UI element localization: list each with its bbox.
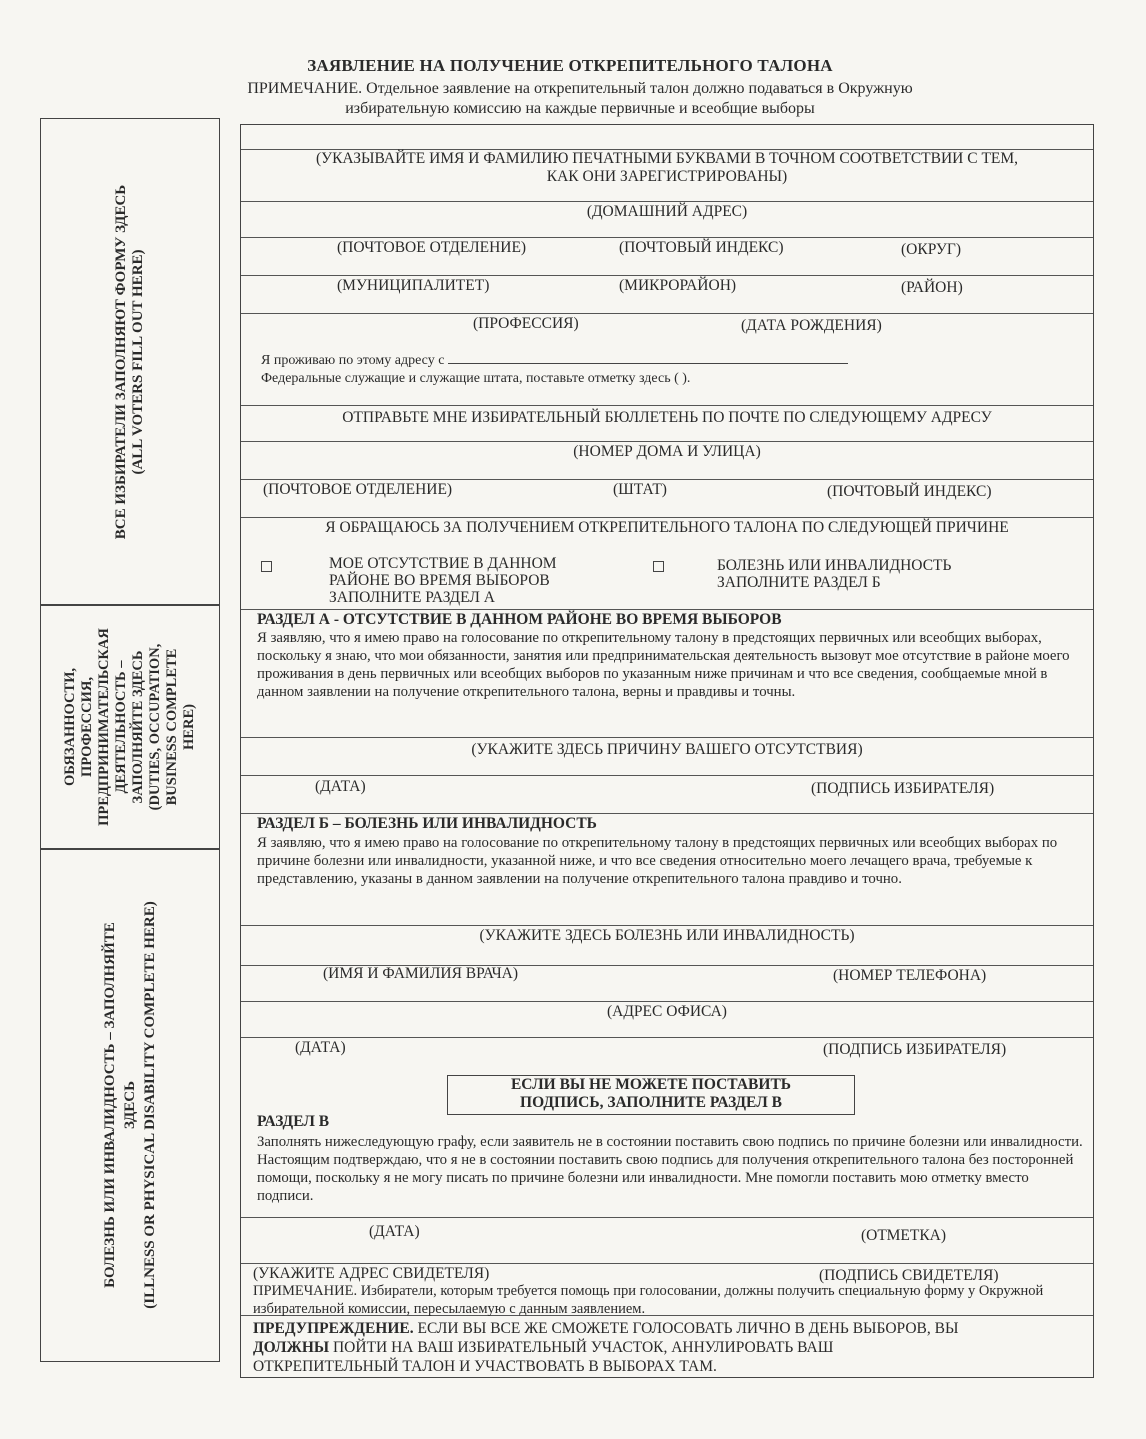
warning-block: ПРЕДУПРЕЖДЕНИЕ. ЕСЛИ ВЫ ВСЕ ЖЕ СМОЖЕТЕ ГОЛОСОВАТЬ ЛИЧНО В ДЕНЬ ВЫБОРОВ, ВЫ ДОЛЖНЫ ПОЙТИ НА ВАШ ИЗБИРАТЕЛЬНЫЙ УЧАСТОК, АННУЛИРОВАТЬ ВАШ ОТКРЕПИТЕЛЬНЫЙ ТАЛОН И УЧАСТВОВАТЬ В ВЫБОРАХ ТАМ. (253, 1320, 959, 1375)
header-note-line1: ПРИМЕЧАНИЕ. Отдельное заявление на открепительный талон должно подаваться в Окружную (247, 80, 913, 97)
final-note: ПРИМЕЧАНИЕ. Избиратели, которым требуется помощь при голосовании, должны получить специальную форму у Окружной избирательной комиссии, пересылаемую с данным заявлением. (253, 1283, 1044, 1317)
sidebar-duties-label: ОБЯЗАННОСТИ, ПРОФЕССИЯ, ПРЕДПРИНИМАТЕЛЬСКАЯ ДЕЯТЕЛЬНОСТЬ – ЗАПОЛНЯЙТЕ ЗДЕСЬ (DUTIES, OCCUPATION, BUSINESS COMPLETE HERE) (62, 628, 197, 826)
absence-option: МОЕ ОТСУТСТВИЕ В ДАННОМ РАЙОНЕ ВО ВРЕМЯ ВЫБОРОВ ЗАПОЛНИТЕ РАЗДЕЛ А (329, 555, 557, 606)
section-b-title: РАЗДЕЛ Б – БОЛЕЗНЬ ИЛИ ИНВАЛИДНОСТЬ (257, 815, 597, 832)
section-c-title: РАЗДЕЛ В (257, 1113, 330, 1130)
profession-label: (ПРОФЕССИЯ) (473, 315, 579, 332)
warning-label: ПРЕДУПРЕЖДЕНИЕ. (253, 1320, 414, 1337)
mail-post-office-label: (ПОЧТОВОЕ ОТДЕЛЕНИЕ) (263, 481, 453, 498)
sidebar-illness (40, 848, 220, 1362)
warning-must: ДОЛЖНЫ (253, 1339, 330, 1356)
witness-address-label: (УКАЖИТЕ АДРЕС СВИДЕТЕЛЯ) (253, 1265, 490, 1282)
absence-checkbox[interactable] (261, 561, 272, 572)
absence-reason-label: (УКАЖИТЕ ЗДЕСЬ ПРИЧИНУ ВАШЕГО ОТСУТСТВИЯ) (471, 741, 863, 758)
office-address-label: (АДРЕС ОФИСА) (607, 1003, 727, 1020)
post-office-label: (ПОЧТОВОЕ ОТДЕЛЕНИЕ) (337, 239, 527, 256)
municipality-label: (МУНИЦИПАЛИТЕТ) (337, 277, 490, 294)
illness-field-label: (УКАЖИТЕ ЗДЕСЬ БОЛЕЗНЬ ИЛИ ИНВАЛИДНОСТЬ) (479, 927, 855, 944)
ward-label: (РАЙОН) (901, 279, 963, 296)
section-b-text: Я заявляю, что я имею право на голосование по открепительному талону в предстоящих первичных или всеобщих выборах по причине болезни или инвалидности, указанной ниже, и что все сведения относительно моего лечащего врача, требуемые к представлению, указаны в данном заявлении на получение открепительного талона правдиво и точно. (257, 835, 1058, 887)
mark-label: (ОТМЕТКА) (861, 1227, 947, 1244)
date-a-label: (ДАТА) (315, 778, 366, 795)
header-note-line2: избирательную комиссию на каждые первичные и всеобщие выборы (345, 100, 815, 117)
section-a-title: РАЗДЕЛ А - ОТСУТСТВИЕ В ДАННОМ РАЙОНЕ ВО ВРЕМЯ ВЫБОРОВ (257, 611, 782, 628)
send-ballot-heading: ОТПРАВЬТЕ МНЕ ИЗБИРАТЕЛЬНЫЙ БЮЛЛЕТЕНЬ ПО ПОЧТЕ ПО СЛЕДУЮЩЕМУ АДРЕСУ (342, 409, 992, 426)
reason-heading: Я ОБРАЩАЮСЬ ЗА ПОЛУЧЕНИЕМ ОТКРЕПИТЕЛЬНОГО ТАЛОНА ПО СЛЕДУЮЩЕЙ ПРИЧИНЕ (325, 519, 1009, 536)
residence-line: Я проживаю по этому адресу с (261, 351, 848, 369)
cannot-sign-box: ЕСЛИ ВЫ НЕ МОЖЕТЕ ПОСТАВИТЬ ПОДПИСЬ, ЗАПОЛНИТЕ РАЗДЕЛ В (447, 1075, 855, 1115)
form-title: ЗАЯВЛЕНИЕ НА ПОЛУЧЕНИЕ ОТКРЕПИТЕЛЬНОГО ТАЛОНА (307, 56, 833, 75)
name-field-label: (УКАЗЫВАЙТЕ ИМЯ И ФАМИЛИЮ ПЕЧАТНЫМИ БУКВАМИ В ТОЧНОМ СООТВЕТСТВИИ С ТЕМ, КАК ОНИ ЗАРЕГИСТРИРОВАНЫ) (315, 150, 1019, 185)
district-label: (МИКРОРАЙОН) (619, 277, 737, 294)
illness-option: БОЛЕЗНЬ ИЛИ ИНВАЛИДНОСТЬ ЗАПОЛНИТЕ РАЗДЕЛ Б (717, 557, 952, 591)
voter-signature-a-label: (ПОДПИСЬ ИЗБИРАТЕЛЯ) (811, 780, 995, 797)
home-address-label: (ДОМАШНИЙ АДРЕС) (586, 203, 748, 220)
sidebar-duties (40, 604, 220, 850)
witness-signature-label: (ПОДПИСЬ СВИДЕТЕЛЯ) (819, 1267, 999, 1284)
birth-date-label: (ДАТА РОЖДЕНИЯ) (741, 317, 882, 334)
sidebar-illness-label: БОЛЕЗНЬ ИЛИ ИНВАЛИДНОСТЬ – ЗАПОЛНЯЙТЕ ЗДЕСЬ (ILLNESS OR PHYSICAL DISABILITY COMPLETE HERE) (102, 901, 158, 1309)
section-a-text: Я заявляю, что я имею право на голосование по открепительному талону в предстоящих первичных или всеобщих выборах, поскольку я знаю, что мои обязанности, занятия или предпринимательская деятельность вызовут мое отсутствие в районе моего проживания в день первичных или всеобщих выборов по указанным ниже причинам и что все сведения, сообщаемые мной в данном заявлении на получение открепительного талона, верны и правдивы и точны. (257, 630, 1070, 700)
header-note (150, 79, 1010, 119)
illness-checkbox[interactable] (653, 561, 664, 572)
date-c-label: (ДАТА) (369, 1223, 420, 1240)
mail-zip-label: (ПОЧТОВЫЙ ИНДЕКС) (827, 483, 992, 500)
section-c-text: Заполнять нижеследующую графу, если заявитель не в состоянии поставить свою подпись по причине болезни или инвалидности. Настоящим подтверждаю, что я не в состоянии поставить свою подпись для получения открепительного талона без посторонней помощи, поскольку я не могу писать по причине болезни или инвалидности. Мне помогли поставить мою отметку вместо подписи. (257, 1134, 1083, 1204)
phone-label: (НОМЕР ТЕЛЕФОНА) (833, 967, 987, 984)
sidebar-all-voters (40, 118, 220, 606)
residence-date-line[interactable] (448, 351, 848, 364)
application-form (240, 124, 1094, 1378)
date-b-label: (ДАТА) (295, 1039, 346, 1056)
street-label: (НОМЕР ДОМА И УЛИЦА) (573, 443, 761, 460)
federal-employee-mark[interactable]: Федеральные служащие и служащие штата, поставьте отметку здесь ( ). (261, 371, 691, 386)
sidebar-all-voters-label: ВСЕ ИЗБИРАТЕЛИ ЗАПОЛНЯЮТ ФОРМУ ЗДЕСЬ (ALL VOTERS FILL OUT HERE) (113, 184, 146, 540)
state-label: (ШТАТ) (613, 481, 667, 498)
county-label: (ОКРУГ) (901, 241, 962, 258)
zip-label: (ПОЧТОВЫЙ ИНДЕКС) (619, 239, 784, 256)
doctor-name-label: (ИМЯ И ФАМИЛИЯ ВРАЧА) (323, 965, 519, 982)
voter-signature-b-label: (ПОДПИСЬ ИЗБИРАТЕЛЯ) (823, 1041, 1007, 1058)
